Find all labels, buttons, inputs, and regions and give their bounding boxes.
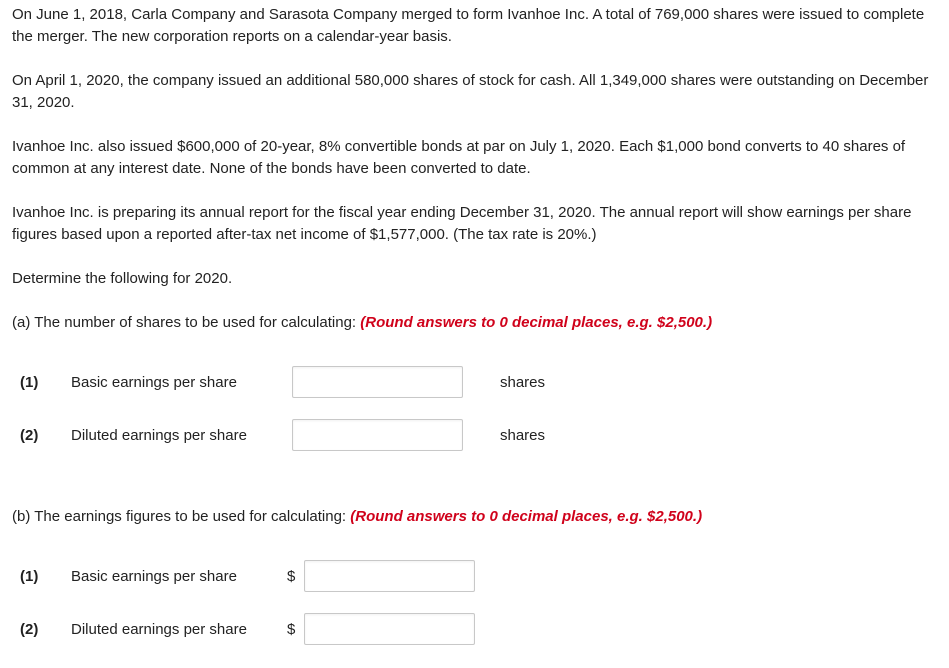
diluted-shares-input[interactable] (292, 419, 463, 451)
part-a-heading (12, 312, 937, 334)
diluted-earnings-input[interactable] (304, 613, 475, 645)
stock-issue-paragraph: On April 1, 2020, the company issued an additional 580,000 shares of stock for cash. All 1,349,000 shares were outstanding on December 31, 2020. (12, 72, 929, 111)
part-a-letter: (a) (12, 314, 31, 331)
row-number: (1) (20, 374, 39, 391)
part-b-row-diluted (0, 613, 949, 647)
basic-earnings-input[interactable] (304, 560, 475, 592)
part-b-instruction: (Round answers to 0 decimal places, e.g. $2,500.) (350, 508, 703, 525)
part-a-prompt: The number of shares to be used for calculating: (30, 314, 361, 331)
merger-paragraph: On June 1, 2018, Carla Company and Sarasota Company merged to form Ivanhoe Inc. A total of 769,000 shares were issued to complete the merger. The new corporation reports on a calendar-year basis. (12, 6, 925, 45)
dollar-sign: $ (287, 621, 296, 638)
row-label: Basic earnings per share (71, 374, 237, 391)
row-number: (1) (20, 568, 39, 585)
part-a-row-basic (0, 366, 949, 400)
annual-report-paragraph: Ivanhoe Inc. is preparing its annual report for the fiscal year ending December 31, 2020. The annual report will show earnings per share figures based upon a reported after-tax net income of $1,577,000. (The tax rate is 20%.) (12, 204, 912, 243)
row-number: (2) (20, 427, 39, 444)
part-b-prompt: The earnings figures to be used for calculating: (30, 508, 351, 525)
row-label: Basic earnings per share (71, 568, 237, 585)
part-b-row-basic (0, 560, 949, 594)
row-number: (2) (20, 621, 39, 638)
row-label: Diluted earnings per share (71, 621, 247, 638)
basic-shares-input[interactable] (292, 366, 463, 398)
unit-label: shares (500, 374, 546, 391)
determine-paragraph: Determine the following for 2020. (12, 270, 233, 287)
part-a-instruction: (Round answers to 0 decimal places, e.g. $2,500.) (360, 314, 713, 331)
unit-label: shares (500, 427, 546, 444)
dollar-sign: $ (287, 568, 296, 585)
part-a-row-diluted (0, 419, 949, 453)
part-b-heading (12, 506, 937, 528)
row-label: Diluted earnings per share (71, 427, 247, 444)
bonds-paragraph: Ivanhoe Inc. also issued $600,000 of 20-year, 8% convertible bonds at par on July 1, 2020. Each $1,000 bond converts to 40 shares of common at any interest date. None of the bonds have been converted to date. (12, 138, 906, 177)
part-b-letter: (b) (12, 508, 31, 525)
